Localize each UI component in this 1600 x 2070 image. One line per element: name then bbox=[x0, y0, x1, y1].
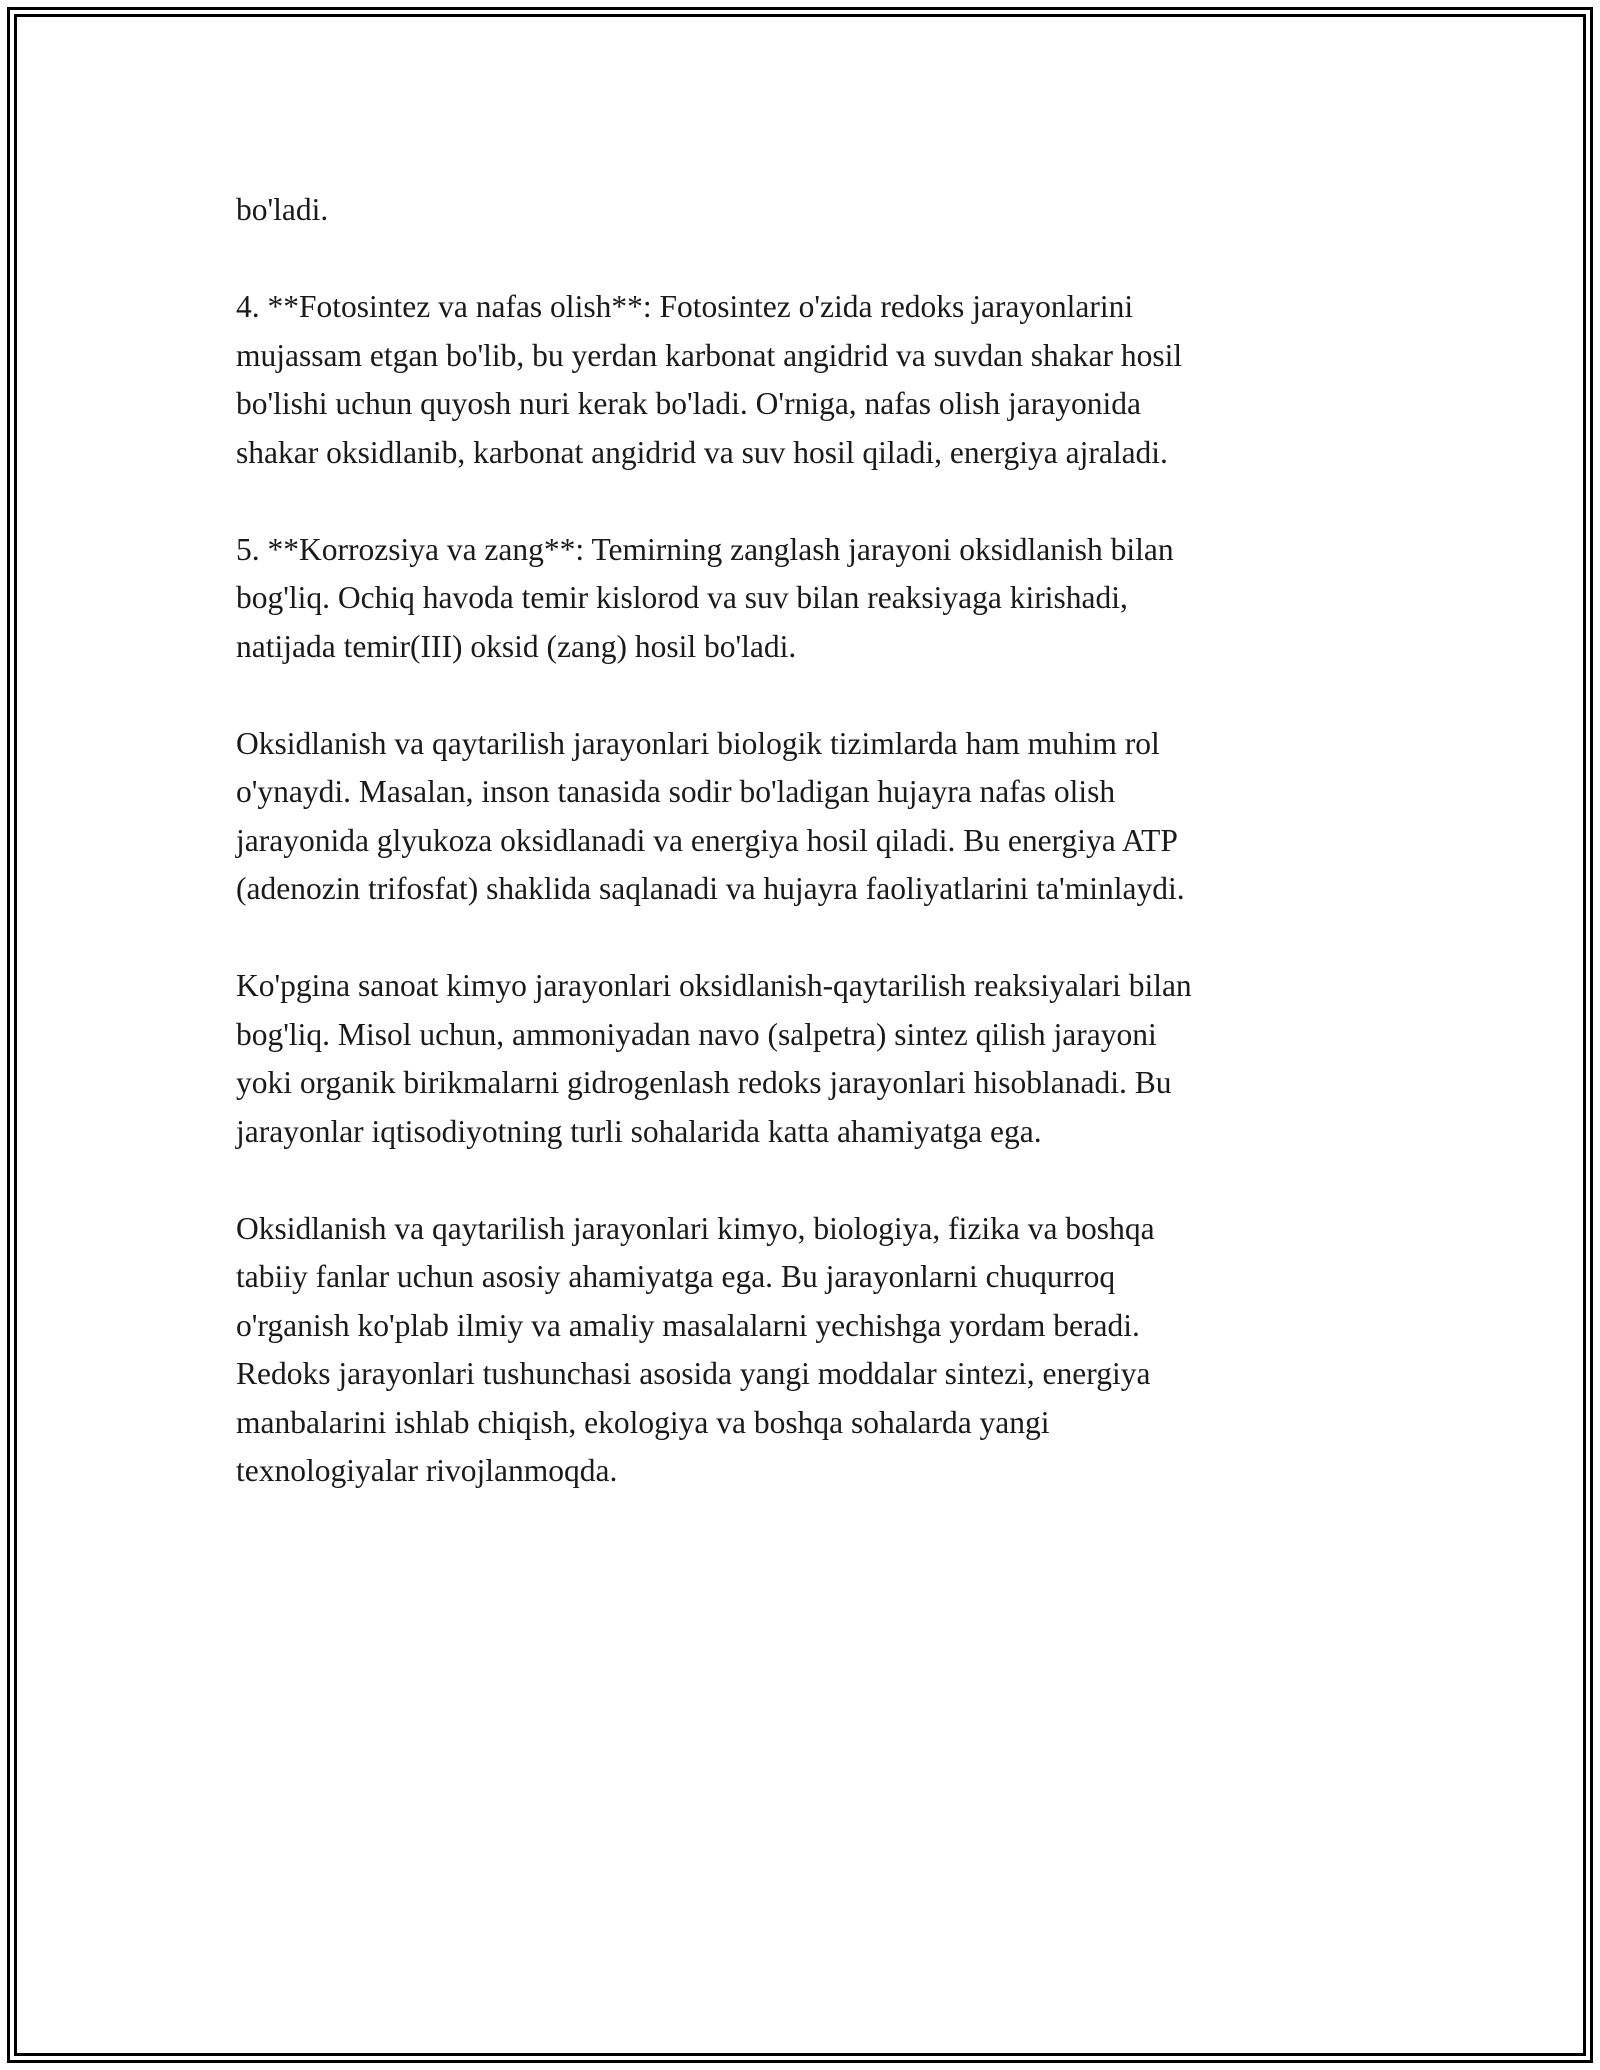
text-line: manbalarini ishlab chiqish, ekologiya va boshqa sohalarda yangi bbox=[236, 1404, 1050, 1440]
text-line: bo'lishi uchun quyosh nuri kerak bo'ladi. O'rniga, nafas olish jarayonida bbox=[236, 386, 1141, 421]
text-line: jarayonlar iqtisodiyotning turli sohalarida katta ahamiyatga ega. bbox=[236, 1113, 1042, 1149]
text-line: Ko'pgina sanoat kimyo jarayonlari oksidlanish-qaytarilish reaksiyalari bilan bbox=[236, 968, 1192, 1003]
text-line: mujassam etgan bo'lib, bu yerdan karbonat angidrid va suvdan shakar hosil bbox=[236, 337, 1183, 373]
text-line: (adenozin trifosfat) shaklida saqlanadi va hujayra faoliyatlarini ta'minlaydi. bbox=[236, 871, 1185, 906]
text-line: 5. **Korrozsiya va zang**: Temirning zanglash jarayoni oksidlanish bilan bbox=[236, 531, 1174, 567]
text-line: 4. **Fotosintez va nafas olish**: Fotosintez o'zida redoks jarayonlarini bbox=[236, 289, 1134, 324]
text-line: texnologiyalar rivojlanmoqda. bbox=[236, 1453, 618, 1488]
paragraph-corrosion bbox=[236, 526, 1376, 672]
paragraph-photosynthesis bbox=[236, 283, 1376, 477]
text-line: o'rganish ko'plab ilmiy va amaliy masalalarni yechishga yordam beradi. bbox=[236, 1307, 1140, 1343]
document-body bbox=[236, 186, 1376, 1496]
text-line: natijada temir(III) oksid (zang) hosil bo'ladi. bbox=[236, 628, 797, 664]
paragraph-continuation bbox=[236, 186, 1376, 235]
paragraph-conclusion bbox=[236, 1205, 1376, 1496]
text-line: Redoks jarayonlari tushunchasi asosida yangi moddalar sintezi, energiya bbox=[236, 1356, 1151, 1391]
paragraph-biology bbox=[236, 720, 1376, 914]
text-line: Oksidlanish va qaytarilish jarayonlari biologik tizimlarda ham muhim rol bbox=[236, 725, 1160, 761]
text-line: bog'liq. Misol uchun, ammoniyadan navo (salpetra) sintez qilish jarayoni bbox=[236, 1016, 1157, 1052]
text-line: bog'liq. Ochiq havoda temir kislorod va suv bilan reaksiyaga kirishadi, bbox=[236, 580, 1128, 615]
text-line: shakar oksidlanib, karbonat angidrid va suv hosil qiladi, energiya ajraladi. bbox=[236, 434, 1168, 470]
text-line: Oksidlanish va qaytarilish jarayonlari kimyo, biologiya, fizika va boshqa bbox=[236, 1210, 1155, 1246]
text-line: tabiiy fanlar uchun asosiy ahamiyatga ega. Bu jarayonlarni chuqurroq bbox=[236, 1259, 1116, 1294]
paragraph-industry bbox=[236, 962, 1376, 1156]
text-line: bo'ladi. bbox=[236, 192, 329, 227]
text-line: jarayonida glyukoza oksidlanadi va energiya hosil qiladi. Bu energiya ATP bbox=[236, 822, 1178, 858]
text-line: yoki organik birikmalarni gidrogenlash redoks jarayonlari hisoblanadi. Bu bbox=[236, 1065, 1172, 1100]
text-line: o'ynaydi. Masalan, inson tanasida sodir bo'ladigan hujayra nafas olish bbox=[236, 774, 1116, 809]
